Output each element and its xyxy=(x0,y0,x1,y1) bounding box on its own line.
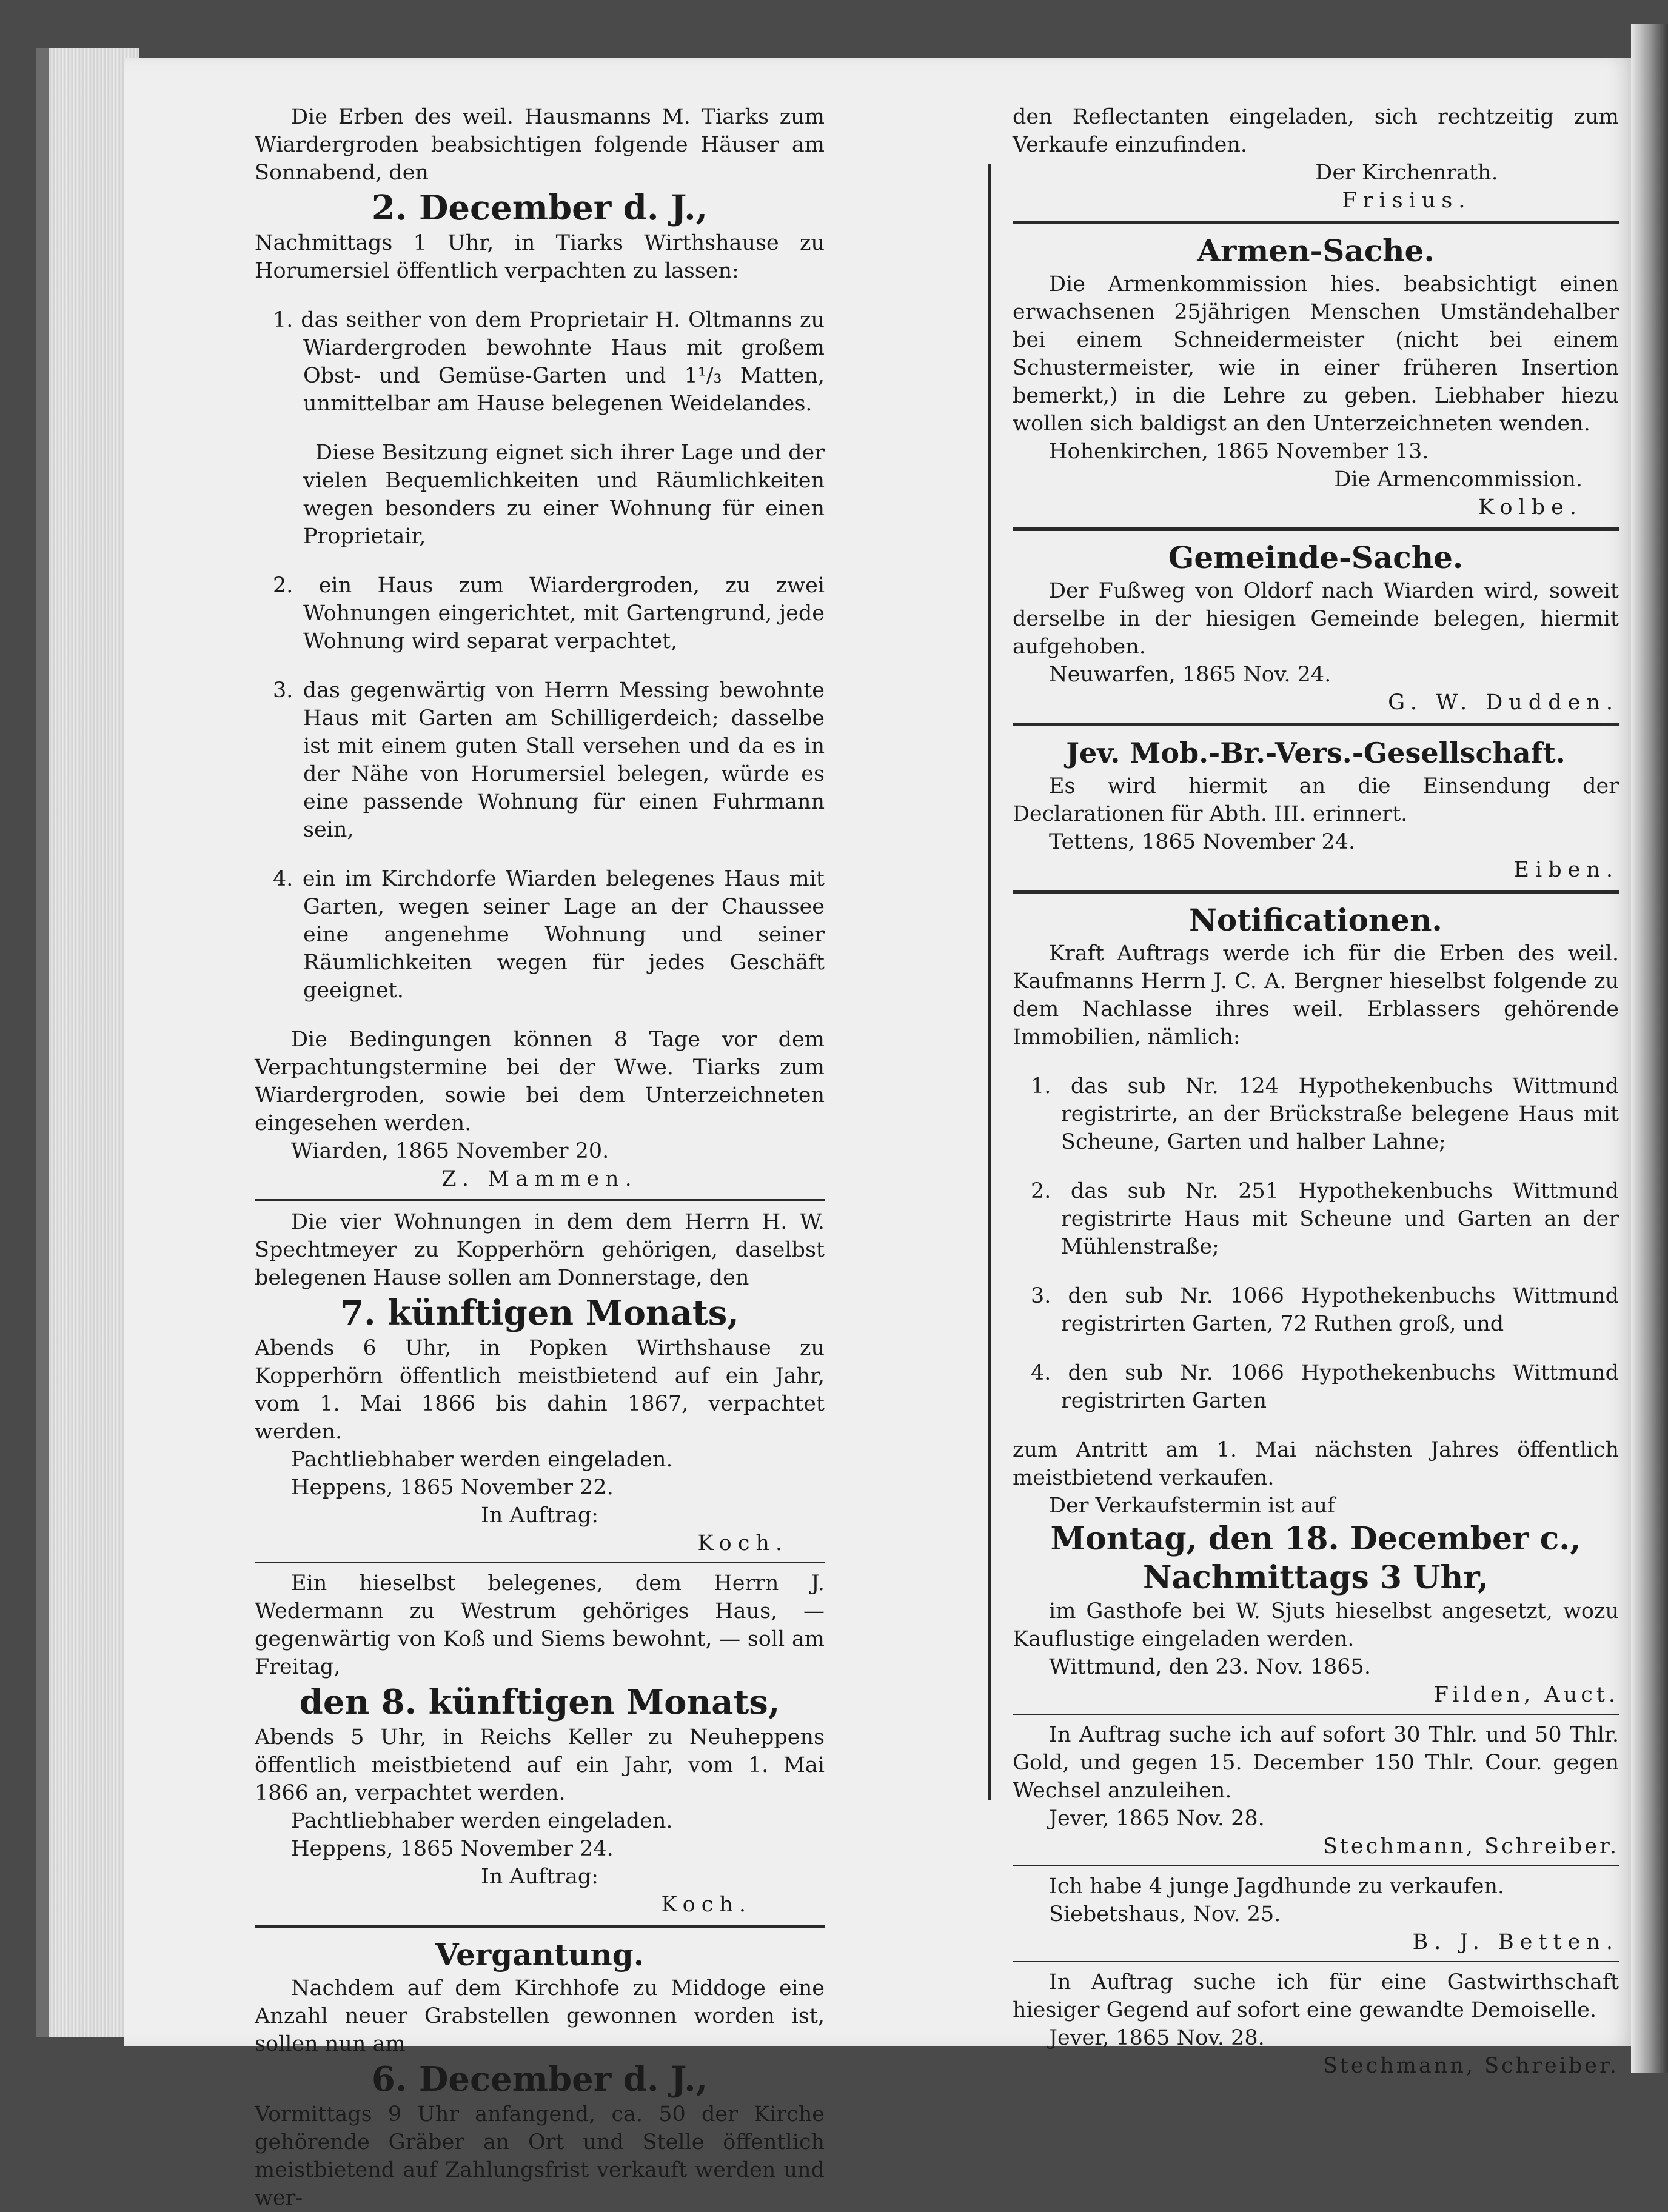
ad-text: In Auftrag suche ich auf sofort 30 Thlr. und 50 Thlr. Gold, und gegen 15. December 150 Thlr. Cour. gegen Wechsel anzuleihen. xyxy=(1013,1723,1619,1803)
ad-dogs xyxy=(1013,1873,1619,1956)
ad-place-date: Jever, 1865 Nov. 28. xyxy=(1049,2026,1265,2050)
separator-rule xyxy=(1013,221,1619,224)
ad-signature: Koch. xyxy=(661,1893,752,1917)
ad-intro: Die vier Wohnungen in dem dem Herrn H. W. Spechtmeyer zu Kopperhörn gehörigen, daselbst belegenen Hause sollen am Donnerstage, den xyxy=(255,1210,825,1290)
right-column xyxy=(1013,103,1619,2080)
section-time: Nachmittags 3 Uhr, xyxy=(1142,1559,1489,1596)
section-signature: Eiben. xyxy=(1513,858,1619,882)
ad-place-date: Siebetshaus, Nov. 25. xyxy=(1049,1902,1281,1926)
section-date: 6. December d. J., xyxy=(371,2059,708,2099)
section-heading: Jev. Mob.-Br.-Vers.-Gesellschaft. xyxy=(1066,737,1566,769)
ad-time: Nachmittags 1 Uhr, in Tiarks Wirthshause zu Horumersiel öffentlich verpachten zu lassen: xyxy=(255,231,825,283)
section-date: Montag, den 18. December c., xyxy=(1050,1520,1581,1557)
separator-rule xyxy=(1013,1961,1619,1962)
ad-signature: B. J. Betten. xyxy=(1412,1930,1619,1954)
separator-rule xyxy=(255,1199,825,1201)
ad-note: Pachtliebhaber werden eingeladen. xyxy=(291,1809,673,1833)
section-text: Der Fußweg von Oldorf nach Wiarden wird, soweit derselbe in der hiesigen Gemeinde belegen, hiermit aufgehoben. xyxy=(1013,579,1619,659)
separator-rule xyxy=(1013,723,1619,726)
ad-signature: Koch. xyxy=(697,1531,788,1555)
section-signature: Die Armencommission. xyxy=(1334,467,1583,492)
separator-rule xyxy=(1013,1865,1619,1866)
ad-tiarks-houses xyxy=(255,103,825,1193)
section-signature: Filden, Auct. xyxy=(1433,1683,1619,1707)
ad-signature: Frisius. xyxy=(1342,189,1472,213)
ad-conditions: Die Bedingungen können 8 Tage vor dem Verpachtungstermine bei der Wwe. Tiarks zum Wiardergroden, sowie bei dem Unterzeichneten eingesehen werden. xyxy=(255,1027,825,1135)
ad-place-date: Wiarden, 1865 November 20. xyxy=(291,1139,609,1163)
ad-place-date: Heppens, 1865 November 24. xyxy=(291,1837,614,1861)
ad-text: In Auftrag suche ich für eine Gastwirthschaft hiesiger Gegend auf sofort eine gewandte Demoiselle. xyxy=(1013,1970,1619,2022)
ad-date: den 8. künftigen Monats, xyxy=(299,1682,780,1722)
section-heading: Armen-Sache. xyxy=(1197,233,1435,269)
section-heading: Notificationen. xyxy=(1189,902,1442,938)
separator-rule xyxy=(1013,890,1619,894)
section-place-date: Hohenkirchen, 1865 November 13. xyxy=(1049,439,1429,464)
section-text: Vormittags 9 Uhr anfangend, ca. 50 der Kirche gehörende Gräber an Ort und Stelle öffentlich meistbietend auf Zahlungsfrist verkauft werden und wer- xyxy=(255,2102,825,2210)
section-place-date: Neuwarfen, 1865 Nov. 24. xyxy=(1049,663,1331,687)
ad-signature: Stechmann, Schreiber. xyxy=(1322,2054,1619,2078)
section-place-date: Wittmund, den 23. Nov. 1865. xyxy=(1049,1655,1371,1679)
ad-date: 7. künftigen Monats, xyxy=(340,1293,739,1333)
list-item: 2. das sub Nr. 251 Hypothekenbuchs Wittmund registrirte Haus mit Scheune und Garten an der Mühlenstraße; xyxy=(1031,1179,1619,1259)
ad-text: Ich habe 4 junge Jagdhunde zu verkaufen. xyxy=(1049,1874,1505,1899)
ad-intro: Die Erben des weil. Hausmanns M. Tiarks zum Wiardergroden beabsichtigen folgende Häuser am Sonnabend, den xyxy=(255,105,825,185)
section-term: Der Verkaufstermin ist auf xyxy=(1049,1494,1335,1518)
section-gemeinde-sache xyxy=(1013,538,1619,717)
ad-intro: Ein hieselbst belegenes, dem Herrn J. Wedermann zu Westrum gehöriges Haus, — gegenwärtig von Koß und Siems bewohnt, — soll am Freitag, xyxy=(255,1571,825,1679)
section-text: im Gasthofe bei W. Sjuts hieselbst angesetzt, wozu Kauflustige eingeladen werden. xyxy=(1013,1599,1619,1651)
ad-signature: Z. Mammen. xyxy=(441,1167,638,1191)
ad-signature: Der Kirchenrath. xyxy=(1315,161,1498,185)
section-place-date: Tettens, 1865 November 24. xyxy=(1049,830,1356,854)
ad-signature: Stechmann, Schreiber. xyxy=(1322,1834,1619,1859)
left-column xyxy=(255,103,825,2212)
section-text: Es wird hiermit an die Einsendung der Declarationen für Abth. III. erinnert. xyxy=(1013,774,1619,826)
separator-rule xyxy=(255,1562,825,1563)
ad-mandate: In Auftrag: xyxy=(480,1503,599,1528)
list-item: 3. den sub Nr. 1066 Hypothekenbuchs Wittmund registrirten Garten, 72 Ruthen groß, und xyxy=(1031,1284,1619,1336)
list-item: 1. das sub Nr. 124 Hypothekenbuchs Wittmund registrirte, an der Brückstraße belegene Haus mit Scheune, Garten und halber Lahne; xyxy=(1031,1074,1619,1154)
section-heading: Gemeinde-Sache. xyxy=(1168,540,1464,575)
section-intro: Nachdem auf dem Kirchhofe zu Middoge eine Anzahl neuer Grabstellen gewonnen worden ist, sollen nun am xyxy=(255,1976,825,2056)
list-item: Diese Besitzung eignet sich ihrer Lage und der vielen Bequemlichkeiten und Räumlichkeiten wegen besonders zu einer Wohnung für einen Proprietair, xyxy=(303,441,825,549)
section-vergantung xyxy=(255,1936,825,2212)
list-item: 3. das gegenwärtig von Herrn Messing bewohnte Haus mit Garten am Schilligerdeich; dasselbe ist mit einem guten Stall versehen und da es in der Nähe von Horumersiel belegen, würde es eine passende Wohnung für einen Fuhrmann sein, xyxy=(273,678,825,842)
list-item: 1. das seither von dem Proprietair H. Oltmanns zu Wiardergroden bewohnte Haus mit großem Obst- und Gemüse-Garten und 1¹/₃ Matten, unmittelbar am Hause belegenen Weidelandes. xyxy=(273,308,825,416)
ad-mandate: In Auftrag: xyxy=(480,1865,599,1889)
ad-continuation xyxy=(1013,103,1619,215)
section-text: Die Armenkommission hies. beabsichtigt einen erwachsenen 25jährigen Menschen Umständehalber bei einem Schneidermeister (nicht bei einem Schustermeister, wie in einer früheren Insertion bemerkt,) in die Lehre zu geben. Liebhaber hiezu wollen sich baldigst an den Unterzeichneten wenden. xyxy=(1013,272,1619,436)
ad-time: Abends 5 Uhr, in Reichs Keller zu Neuheppens öffentlich meistbietend auf ein Jahr, vom 1. Mai 1866 an, verpachtet werden. xyxy=(255,1725,825,1805)
list-item: 4. ein im Kirchdorfe Wiarden belegenes Haus mit Garten, wegen seiner Lage an der Chaussee eine angenehme Wohnung und seiner Räumlichkeiten wegen für jedes Geschäft geeignet. xyxy=(273,867,825,1003)
ad-date: 2. December d. J., xyxy=(371,188,708,228)
ad-place-date: Heppens, 1865 November 22. xyxy=(291,1475,614,1500)
ad-place-date: Jever, 1865 Nov. 28. xyxy=(1049,1806,1265,1831)
separator-rule xyxy=(1013,1714,1619,1715)
ad-loan xyxy=(1013,1721,1619,1860)
section-armen-sache xyxy=(1013,232,1619,521)
section-jev-gesellschaft xyxy=(1013,733,1619,884)
ad-demoiselle xyxy=(1013,1968,1619,2080)
ad-spechtmeyer-flats xyxy=(255,1208,825,1557)
list-item: 2. ein Haus zum Wiardergroden, zu zwei Wohnungen eingerichtet, mit Gartengrund, jede Wohnung wird separat verpachtet, xyxy=(273,573,825,653)
ad-wedermann-house xyxy=(255,1569,825,1919)
section-text: zum Antritt am 1. Mai nächsten Jahres öffentlich meistbietend verkaufen. xyxy=(1013,1438,1619,1490)
section-signature: Kolbe. xyxy=(1478,495,1583,520)
ad-note: Pachtliebhaber werden eingeladen. xyxy=(291,1448,673,1472)
list-item: 4. den sub Nr. 1066 Hypothekenbuchs Wittmund registrirten Garten xyxy=(1031,1361,1619,1413)
ad-text: den Reflectanten eingeladen, sich rechtzeitig zum Verkaufe einzufinden. xyxy=(1013,105,1619,157)
separator-rule xyxy=(1013,527,1619,531)
section-signature: G. W. Dudden. xyxy=(1388,690,1619,715)
column-divider xyxy=(988,164,991,1800)
book-spine-shadow xyxy=(1631,24,1668,2073)
section-intro: Kraft Auftrags werde ich für die Erben des weil. Kaufmanns Herrn J. C. A. Bergner hieselbst folgende zu dem Nachlasse ihres weil. Erblassers gehörende Immobilien, nämlich: xyxy=(1013,941,1619,1049)
separator-rule xyxy=(255,1925,825,1928)
section-notificationen xyxy=(1013,901,1619,1709)
ad-time: Abends 6 Uhr, in Popken Wirthshause zu Kopperhörn öffentlich meistbietend auf ein Jahr, vom 1. Mai 1866 bis dahin 1867, verpachtet werden. xyxy=(255,1336,825,1444)
section-heading: Vergantung. xyxy=(435,1937,645,1973)
